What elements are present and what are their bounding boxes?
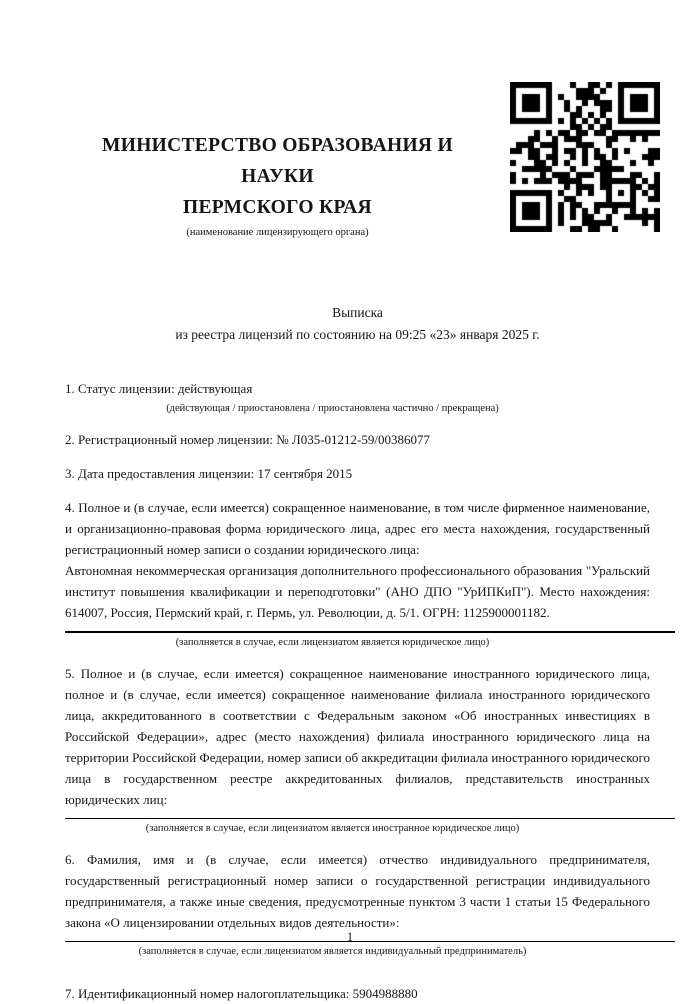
ministry-name-line1: МИНИСТЕРСТВО ОБРАЗОВАНИЯ И НАУКИ: [102, 135, 453, 187]
item-3-license-date: [65, 463, 650, 484]
item-6-text: 6. Фамилия, имя и (в случае, если имеется) отчество индивидуального предпринимателя, государственный регистрационный номер записи о государственной регистрации индивидуального предпринимателя, а также иные сведения, предусмотренные пунктом 3 части 1 статьи 15 Федерального закона «О лицензировании отдельных видов деятельности»:: [65, 852, 650, 930]
title-line2: из реестра лицензий по состоянию на 09:25 «23» января 2025 г.: [175, 327, 540, 342]
item-4-text: 4. Полное и (в случае, если имеется) сокращенное наименование, в том числе фирменное наименование, и организационно-правовая форма юридического лица, адрес его места нахождения, государственный регистрационный номер записи о создании юридического лица:: [65, 500, 650, 557]
item-2-text: 2. Регистрационный номер лицензии: № Л035-01212-59/00386077: [65, 432, 431, 447]
item-6-caption: (заполняется в случае, если лицензиатом является индивидуальный предприниматель): [138, 946, 527, 957]
item-1-caption: (действующая / приостановлена / приостановлена частично / прекращена): [166, 403, 499, 414]
ministry-caption: (наименование лицензирующего органа): [186, 227, 369, 238]
item-5-foreign-entity: [65, 663, 650, 836]
licensing-authority-block: [65, 130, 490, 240]
fill-in-rule: [65, 818, 675, 819]
item-5-caption: (заполняется в случае, если лицензиатом является иностранное юридическое лицо): [145, 823, 520, 834]
document-title: [65, 302, 650, 346]
title-line1: Выписка: [332, 305, 383, 320]
item-4-legal-entity: [65, 497, 650, 650]
qr-code-icon: [510, 82, 660, 232]
item-1-text: 1. Статус лицензии: действующая: [65, 381, 253, 396]
item-5-text: 5. Полное и (в случае, если имеется) сокращенное наименование иностранного юридического лица, полное и (в случае, если имеется) сокращенное наименование филиала иностранного юридического лица, аккредитованного в соответствии с Федеральным законом «Об иностранных инвестициях в Российской Федерации», адрес (место нахождения) филиала иностранного юридического лица на территории Российской Федерации, номер записи об аккредитации филиала иностранного юридического лица в государственном реестре аккредитованных филиалов, представительств иностранных юридических лиц:: [65, 666, 650, 807]
item-1-license-status: [65, 378, 650, 416]
item-4-caption: (заполняется в случае, если лицензиатом является юридическое лицо): [175, 637, 490, 648]
ministry-name-line2: ПЕРМСКОГО КРАЯ: [183, 197, 372, 218]
item-7-taxpayer-id: [65, 983, 650, 1004]
page-number: 1: [346, 930, 354, 944]
item-2-registration-number: [65, 429, 650, 450]
item-7-text: 7. Идентификационный номер налогоплательщика: 5904988880: [65, 986, 418, 1001]
fill-in-rule: [65, 631, 675, 633]
item-3-text: 3. Дата предоставления лицензии: 17 сентября 2015: [65, 466, 353, 481]
item-4-value: Автономная некоммерческая организация дополнительного профессионального образования "Уральский институт повышения квалификации и переподготовки" (АНО ДПО "УрИПКиП"). Место нахождения: 614007, Россия, Пермский край, г. Пермь, ул. Революции, д. 5/1. ОГРН: 1125900001182.: [65, 563, 650, 620]
